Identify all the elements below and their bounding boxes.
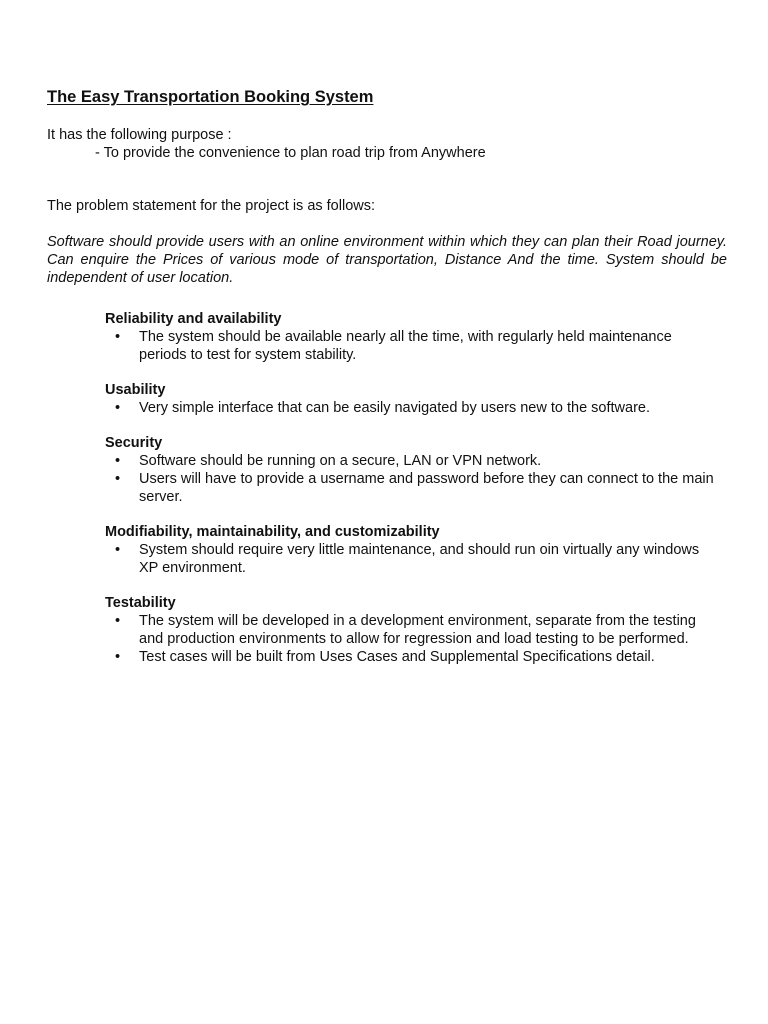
section-heading: Reliability and availability	[105, 311, 282, 327]
bullet-icon: •	[115, 471, 121, 487]
section-heading: Security	[105, 435, 163, 451]
bullet-text: The system should be available nearly all the time, with regularly held maintenance periods to test for system stability.	[139, 329, 672, 363]
bullet-icon: •	[115, 453, 121, 469]
problem-statement: Software should provide users with an online environment within which they can plan their Road journey. Can enquire the Prices of various mode of transportation, Distance And the time. System should be independent of user location.	[47, 234, 727, 286]
bullet-list	[105, 328, 715, 364]
list-item	[105, 470, 715, 506]
purpose-item: - To provide the convenience to plan road trip from Anywhere	[95, 145, 486, 161]
section-usability	[105, 381, 715, 417]
problem-intro: The problem statement for the project is as follows:	[47, 198, 376, 214]
bullet-list	[105, 452, 715, 506]
bullet-icon: •	[115, 542, 121, 558]
section-heading: Usability	[105, 382, 166, 398]
list-item	[105, 612, 715, 648]
list-item	[105, 452, 715, 470]
bullet-text: Test cases will be built from Uses Cases and Supplemental Specifications detail.	[139, 649, 655, 665]
section-modifiability	[105, 523, 715, 577]
bullet-text: Software should be running on a secure, LAN or VPN network.	[139, 453, 542, 469]
section-heading: Testability	[105, 595, 176, 611]
list-item	[105, 648, 715, 666]
purpose-intro: It has the following purpose :	[47, 127, 232, 143]
bullet-icon: •	[115, 400, 121, 416]
section-heading: Modifiability, maintainability, and customizability	[105, 524, 440, 540]
document-title: The Easy Transportation Booking System	[47, 88, 374, 106]
section-testability	[105, 594, 715, 666]
bullet-list	[105, 612, 715, 666]
list-item	[105, 328, 715, 364]
requirements-sections	[105, 310, 715, 683]
bullet-list	[105, 399, 715, 417]
list-item	[105, 399, 715, 417]
bullet-text: Users will have to provide a username and password before they can connect to the main server.	[139, 471, 714, 505]
bullet-icon: •	[115, 329, 121, 345]
bullet-list	[105, 541, 715, 577]
bullet-icon: •	[115, 649, 121, 665]
list-item	[105, 541, 715, 577]
bullet-icon: •	[115, 613, 121, 629]
section-reliability	[105, 310, 715, 364]
bullet-text: The system will be developed in a development environment, separate from the testing and production environments to allow for regression and load testing to be performed.	[139, 613, 696, 647]
section-security	[105, 434, 715, 506]
bullet-text: Very simple interface that can be easily navigated by users new to the software.	[139, 400, 650, 416]
bullet-text: System should require very little maintenance, and should run oin virtually any windows XP environment.	[139, 542, 700, 576]
